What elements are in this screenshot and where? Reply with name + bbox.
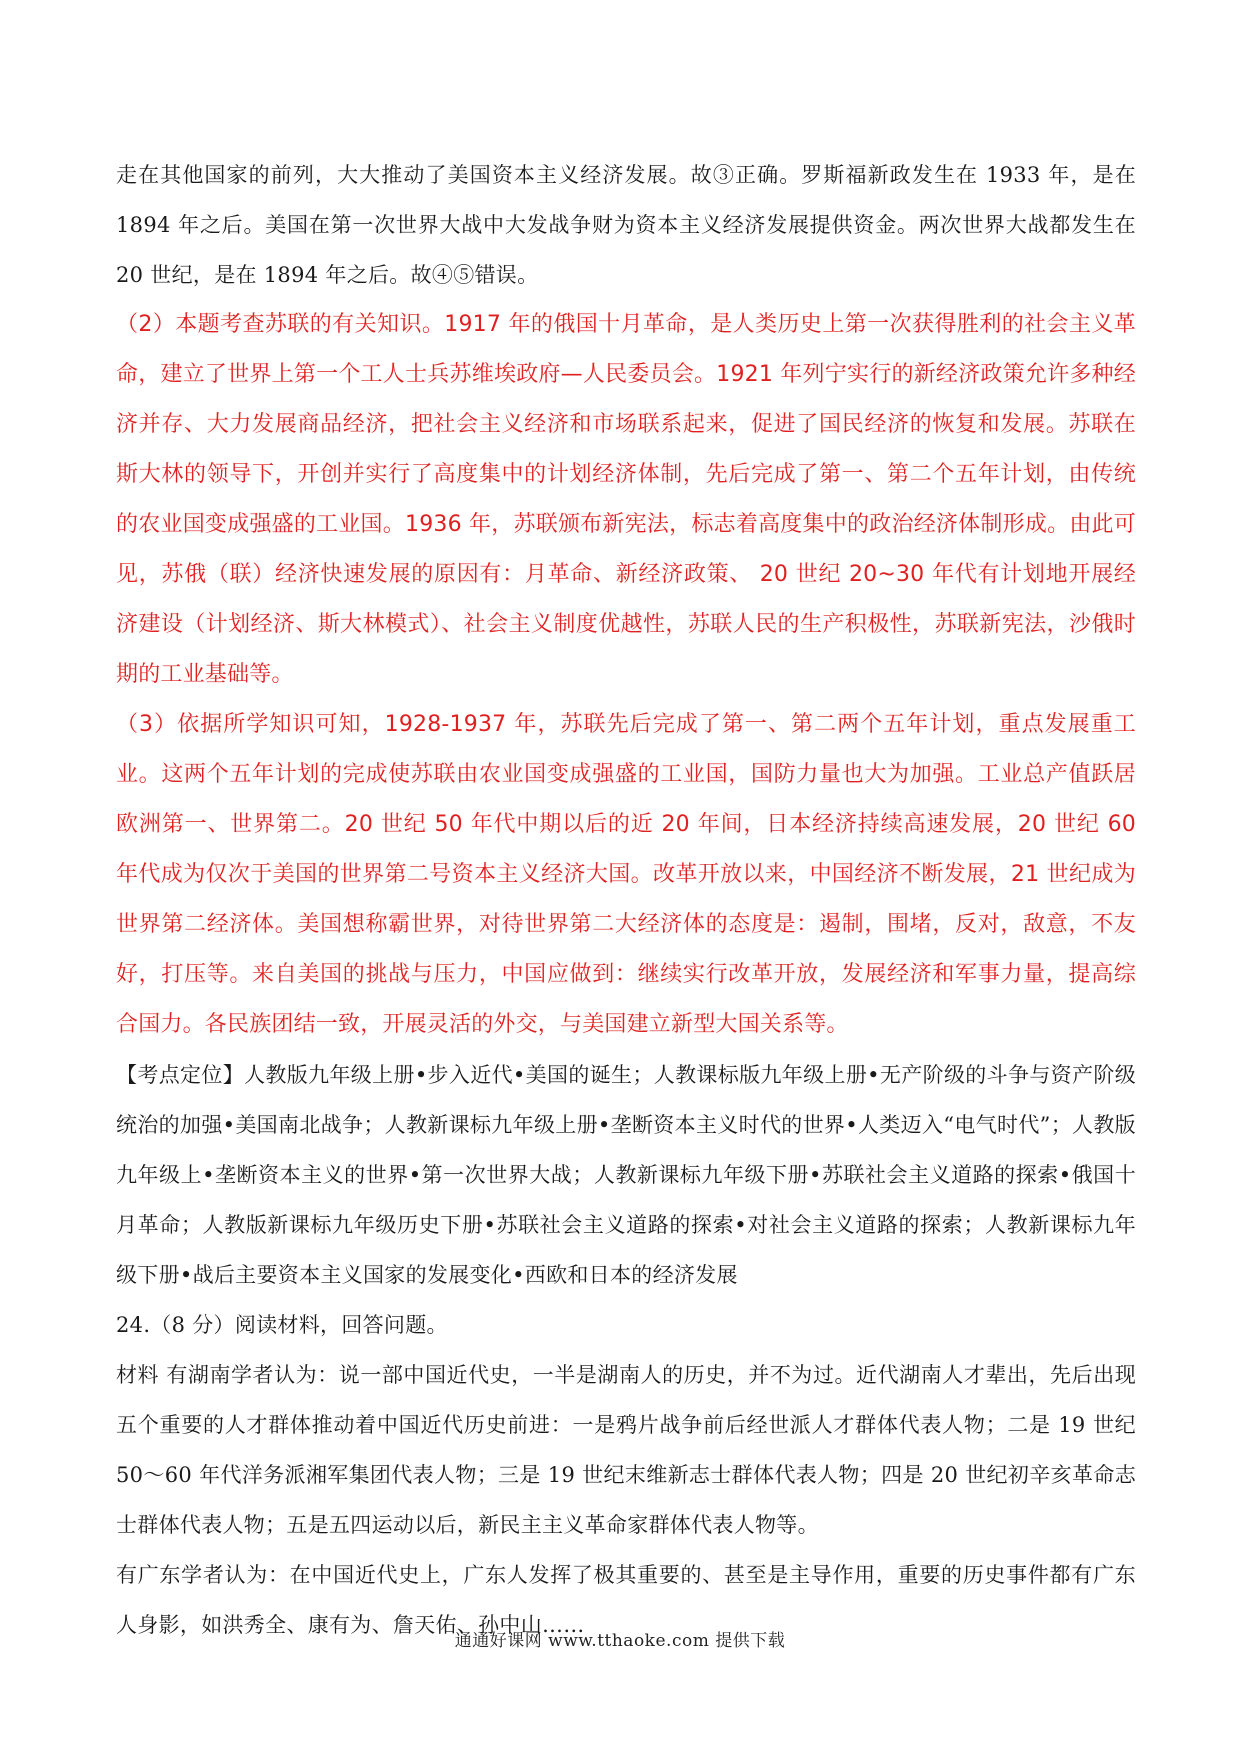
- material-paragraph-2: 有广东学者认为：在中国近代史上，广东人发挥了极其重要的、甚至是主导作用，重要的历史事件都有广东人身影，如洪秀全、康有为、詹天佑、孙中山……: [116, 1563, 1136, 1637]
- answer-paragraph-1: 走在其他国家的前列，大大推动了美国资本主义经济发展。故③正确。罗斯福新政发生在 1933 年，是在 1894 年之后。美国在第一次世界大战中大发战争财为资本主义经济发展提供资金。两次世界大战都发生在 20 世纪，是在 1894 年之后。故④⑤错误。: [116, 163, 1136, 287]
- page-content: [116, 150, 1136, 1650]
- answer-paragraph-2: （2）本题考查苏联的有关知识。1917 年的俄国十月革命，是人类历史上第一次获得胜利的社会主义革命，建立了世界上第一个工人士兵苏维埃政府—人民委员会。1921 年列宁实行的新经济政策允许多种经济并存、大力发展商品经济，把社会主义经济和市场联系起来，促进了国民经济的恢复和发展。苏联在斯大林的领导下，开创并实行了高度集中的计划经济体制，先后完成了第一、第二个五年计划，由传统的农业国变成强盛的工业国。1936 年，苏联颁布新宪法，标志着高度集中的政治经济体制形成。由此可见，苏俄（联）经济快速发展的原因有：月革命、新经济政策、 20 世纪 20~30 年代有计划地开展经济建设（计划经济、斯大林模式）、社会主义制度优越性，苏联人民的生产积极性，苏联新宪法，沙俄时期的工业基础等。: [116, 312, 1136, 687]
- material-paragraph-1: 材料 有湖南学者认为：说一部中国近代史，一半是湖南人的历史，并不为过。近代湖南人才辈出，先后出现五个重要的人才群体推动着中国近代历史前进：一是鸦片战争前后经世派人才群体代表人物；二是 19 世纪 50～60 年代洋务派湘军集团代表人物；三是 19 世纪末维新志士群体代表人物；四是 20 世纪初辛亥革命志士群体代表人物；五是五四运动以后，新民主主义革命家群体代表人物等。: [116, 1363, 1136, 1537]
- page-footer: 通通好课网 www.tthaoke.com 提供下载: [454, 1631, 786, 1651]
- exam-point-paragraph: 【考点定位】人教版九年级上册•步入近代•美国的诞生；人教课标版九年级上册•无产阶级的斗争与资产阶级统治的加强•美国南北战争；人教新课标九年级上册•垄断资本主义时代的世界•人类迈入“电气时代”；人教版九年级上•垄断资本主义的世界•第一次世界大战；人教新课标九年级下册•苏联社会主义道路的探索•俄国十月革命；人教版新课标九年级历史下册•苏联社会主义道路的探索•对社会主义道路的探索；人教新课标九年级下册•战后主要资本主义国家的发展变化•西欧和日本的经济发展: [116, 1063, 1136, 1287]
- answer-paragraph-3: （3）依据所学知识可知，1928-1937 年，苏联先后完成了第一、第二两个五年计划，重点发展重工业。这两个五年计划的完成使苏联由农业国变成强盛的工业国，国防力量也大为加强。工业总产值跃居欧洲第一、世界第二。20 世纪 50 年代中期以后的近 20 年间，日本经济持续高速发展，20 世纪 60 年代成为仅次于美国的世界第二号资本主义经济大国。改革开放以来，中国经济不断发展，21 世纪成为世界第二经济体。美国想称霸世界，对待世界第二大经济体的态度是：遏制，围堵，反对，敌意，不友好，打压等。来自美国的挑战与压力，中国应做到：继续实行改革开放，发展经济和军事力量，提高综合国力。各民族团结一致，开展灵活的外交，与美国建立新型大国关系等。: [116, 712, 1136, 1037]
- question-24-title: 24.（8 分）阅读材料，回答问题。: [116, 1313, 448, 1337]
